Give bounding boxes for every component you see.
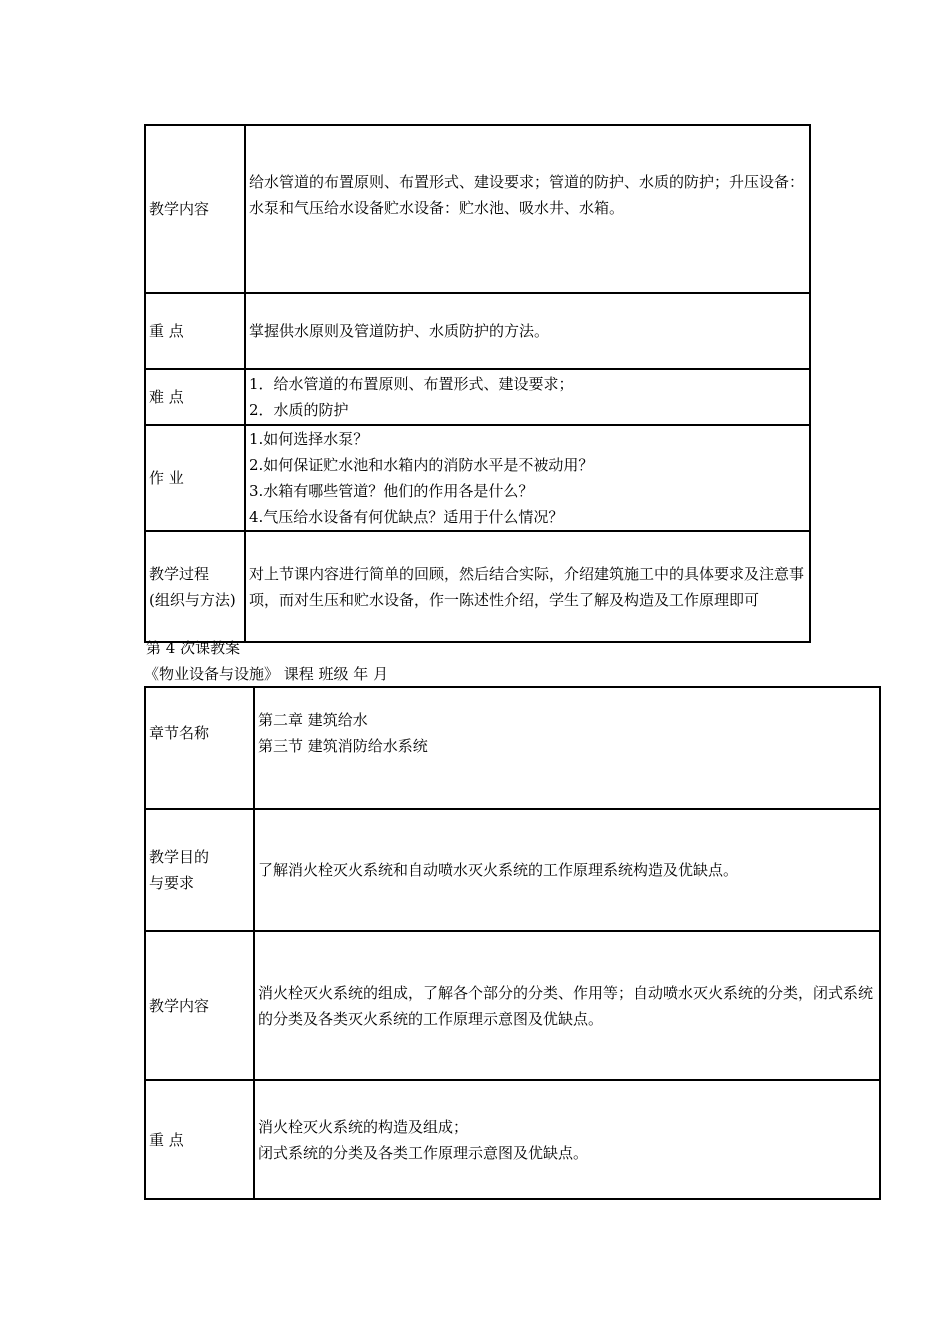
- lesson-number-line: 第 4 次课教案: [146, 639, 241, 657]
- text-line: 闭式系统的分类及各类工作原理示意图及优缺点。: [258, 1143, 589, 1162]
- row-label-teaching-goals: 教学目的 与要求: [145, 809, 254, 931]
- row-content-homework: [245, 425, 810, 531]
- row-label-key-points: 重 点: [145, 1080, 254, 1199]
- course-info-line: 《物业设备与设施》 课程 班级 年 月: [144, 665, 389, 683]
- text-line: 1.如何选择水泵？: [249, 430, 369, 448]
- row-content-teaching-content: [254, 931, 880, 1080]
- text-line: 对上节课内容进行简单的回顾，然后结合实际，介绍建筑施工中的具体要求及注意事项，而对生压和贮水设备，作一陈述性介绍，学生了解及构造及工作原理即可: [249, 564, 805, 609]
- text-line: 第二章 建筑给水: [258, 711, 368, 729]
- row-content-teaching-goals: [254, 809, 880, 931]
- row-label-chapter-name: 章节名称: [145, 687, 254, 809]
- row-content-teaching-process: [245, 531, 810, 642]
- table-row: [145, 1080, 880, 1199]
- text-line: 2．水质的防护: [249, 401, 349, 419]
- table-row: [145, 293, 810, 369]
- table-row: [145, 425, 810, 531]
- row-label-teaching-content: 教学内容: [145, 125, 245, 293]
- table-row: [145, 531, 810, 642]
- text-line: 第三节 建筑消防给水系统: [258, 737, 428, 755]
- row-content-difficult-points: [245, 369, 810, 425]
- row-content-chapter-name: [254, 687, 880, 809]
- lesson-plan-table-2: [144, 686, 881, 1200]
- text-line: 消火栓灭火系统的构造及组成；: [258, 1117, 469, 1136]
- row-label-difficult-points: 难 点: [145, 369, 245, 425]
- text-line: 4.气压给水设备有何优缺点？适用于什么情况？: [249, 508, 564, 526]
- text-line: 2.如何保证贮水池和水箱内的消防水平是不被动用？: [249, 456, 594, 474]
- table-row: [145, 369, 810, 425]
- lesson-plan-table-1: [144, 124, 811, 643]
- row-label-teaching-process: 教学过程 (组织与方法): [145, 531, 245, 642]
- text-line: 掌握供水原则及管道防护、水质防护的方法。: [249, 322, 550, 340]
- text-line: 给水管道的布置原则、布置形式、建设要求；管道的防护、水质的防护；升压设备：水泵和气压给水设备贮水设备：贮水池、吸水井、水箱。: [249, 173, 805, 217]
- row-label-homework: 作 业: [145, 425, 245, 531]
- text-line: 1．给水管道的布置原则、布置形式、建设要求；: [249, 375, 574, 393]
- text-line: 3.水箱有哪些管道？他们的作用各是什么？: [249, 482, 534, 500]
- row-content-key-points: [254, 1080, 880, 1199]
- row-content-key-points: [245, 293, 810, 369]
- table-row: [145, 687, 880, 809]
- row-label-key-points: 重 点: [145, 293, 245, 369]
- table-row: [145, 809, 880, 931]
- table-row: [145, 125, 810, 293]
- text-line: 了解消火栓灭火系统和自动喷水灭火系统的工作原理系统构造及优缺点。: [258, 861, 739, 879]
- row-content-teaching-content: [245, 125, 810, 293]
- text-line: 消火栓灭火系统的组成，了解各个部分的分类、作用等；自动喷水灭火系统的分类，闭式系统的分类及各类灭火系统的工作原理示意图及优缺点。: [258, 983, 874, 1028]
- row-label-teaching-content: 教学内容: [145, 931, 254, 1080]
- table-row: [145, 931, 880, 1080]
